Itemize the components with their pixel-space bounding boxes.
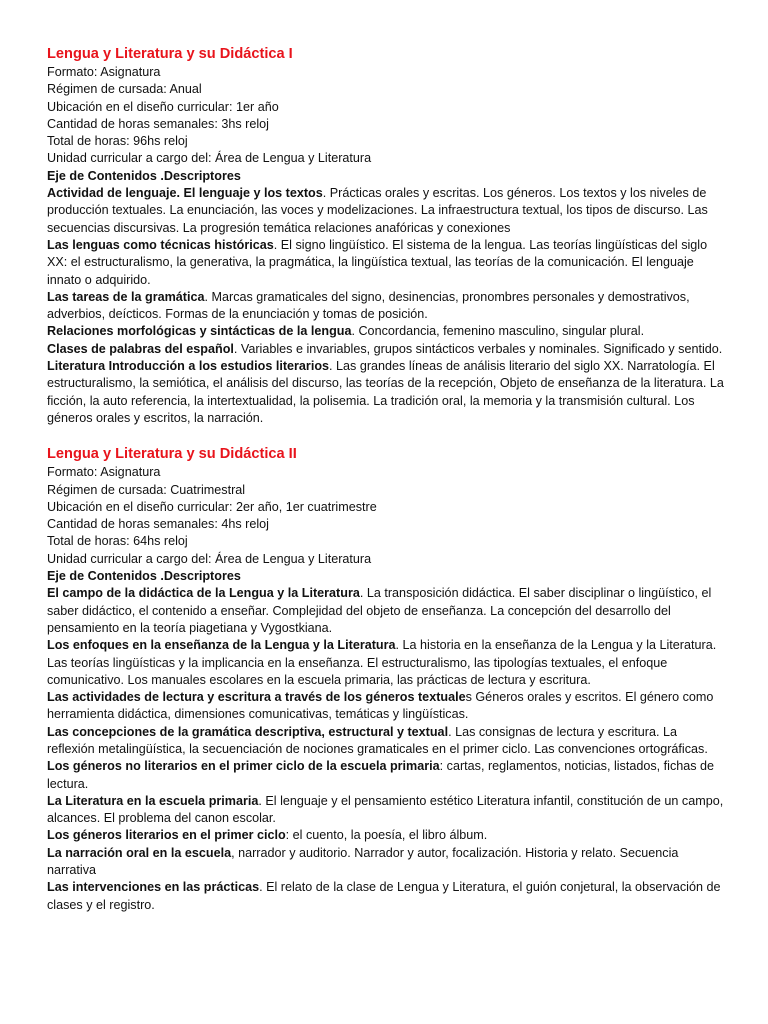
content-paragraph xyxy=(47,689,727,724)
paragraph-text: . El lenguaje y el pensamiento estético Literatura infantil, constitución de un campo, alcances. El problema del canon escolar. xyxy=(47,793,724,826)
meta-format: Formato: Asignatura xyxy=(47,65,161,79)
content-paragraph xyxy=(47,637,727,689)
paragraph-lead: La narración oral en la escuela xyxy=(47,845,232,860)
paragraph-lead: Las actividades de lectura y escritura a través de los géneros textuale xyxy=(47,690,466,705)
course-section-2 xyxy=(47,444,727,914)
paragraph-lead: Literatura Introducción a los estudios literarios xyxy=(47,359,330,374)
paragraph-lead: Los géneros no literarios en el primer ciclo de la escuela primaria xyxy=(47,759,440,774)
paragraph-lead: Los enfoques en la enseñanza de la Lengua y la Literatura xyxy=(47,638,396,653)
paragraph-text: , narrador y auditorio. Narrador y autor, focalización. Historia y relato. Secuencia narrativa xyxy=(47,845,679,878)
document-page xyxy=(47,44,727,914)
content-paragraph xyxy=(47,585,727,637)
meta-weekly-hours: Cantidad de horas semanales: 4hs reloj xyxy=(47,517,269,532)
content-paragraph xyxy=(47,827,727,844)
course-section-1 xyxy=(47,44,727,427)
content-paragraph xyxy=(47,845,727,880)
content-paragraph xyxy=(47,793,727,828)
paragraph-lead: Clases de palabras del español xyxy=(47,341,234,356)
paragraph-lead: La Literatura en la escuela primaria xyxy=(47,793,259,808)
paragraph-lead: Las concepciones de la gramática descriptiva, estructural y textual xyxy=(47,724,449,739)
paragraph-text: . El signo lingüístico. El sistema de la lengua. Las teorías lingüísticas del siglo XX: el estructuralismo, la generativa, la pragmática, la lingüística textual, las teorías de la comunicación. El lenguaje innato o adquirido. xyxy=(47,237,708,287)
paragraph-text: . Variables e invariables, grupos sintácticos verbales y nominales. Significado y sentido. xyxy=(233,341,723,356)
content-paragraph xyxy=(47,724,727,759)
paragraph-lead: Relaciones morfológicas y sintácticas de la lengua xyxy=(47,324,352,339)
content-paragraph xyxy=(47,185,727,237)
content-paragraph xyxy=(47,323,727,340)
paragraph-text: . Las consignas de lectura y escritura. La reflexión metalingüística, la secuenciación de nociones gramaticales en el primer ciclo. Las convenciones ortográficas. xyxy=(47,724,708,756)
meta-curricular-location: Ubicación en el diseño curricular: 2er año, 1er cuatrimestre xyxy=(47,499,377,514)
paragraph-text: . La transposición didáctica. El saber disciplinar o lingüístico, el saber didáctico, el contenido a enseñar. Complejidad del objeto de enseñanza. La concepción del desarrollo del pensamiento en la teoría piagetiana y Vygostkiana. xyxy=(47,586,712,635)
meta-curricular-location: Ubicación en el diseño curricular: 1er año xyxy=(47,99,279,114)
meta-regime: Régimen de cursada: Cuatrimestral xyxy=(47,482,246,497)
paragraph-text: . Marcas gramaticales del signo, desinencias, pronombres personales y demostrativos, adverbios, deícticos. Formas de la enunciación y tomas de posición. xyxy=(47,289,690,322)
content-paragraph xyxy=(47,879,727,914)
content-paragraph xyxy=(47,289,727,324)
axis-heading: Eje de Contenidos .Descriptores xyxy=(47,168,241,183)
paragraph-lead: Las tareas de la gramática xyxy=(47,289,205,304)
paragraph-text: : el cuento, la poesía, el libro álbum. xyxy=(285,828,488,843)
paragraph-lead: Actividad de lenguaje. El lenguaje y los textos xyxy=(47,186,323,201)
meta-format: Formato: Asignatura xyxy=(47,465,161,480)
axis-heading: Eje de Contenidos .Descriptores xyxy=(47,569,241,584)
course-title: Lengua y Literatura y su Didáctica I xyxy=(47,46,293,62)
paragraph-text: s Géneros orales y escritos. El género como herramienta didáctica, dimensiones comunicativas, temáticas y lingüísticas. xyxy=(47,690,714,722)
content-paragraph xyxy=(47,237,727,289)
meta-total-hours: Total de horas: 64hs reloj xyxy=(47,534,188,549)
paragraph-lead: Las intervenciones en las prácticas xyxy=(47,880,260,895)
paragraph-lead: Los géneros literarios en el primer ciclo xyxy=(47,828,286,843)
content-paragraph xyxy=(47,358,727,427)
content-paragraph xyxy=(47,341,727,358)
paragraph-text: . La historia en la enseñanza de la Lengua y la Literatura. Las teorías lingüísticas y la implicancia en la enseñanza. El estructuralismo, las tipologías textuales, el enfoque comunicativo. Los manuales escolares en la escuela primaria, las prácticas de lectura y escritura. xyxy=(47,638,717,687)
content-paragraph xyxy=(47,758,727,793)
meta-total-hours: Total de horas: 96hs reloj xyxy=(47,134,188,149)
paragraph-lead: El campo de la didáctica de la Lengua y la Literatura xyxy=(47,586,360,601)
paragraph-text: : cartas, reglamentos, noticias, listados, fichas de lectura. xyxy=(47,759,715,791)
meta-regime: Régimen de cursada: Anual xyxy=(47,82,202,97)
meta-weekly-hours: Cantidad de horas semanales: 3hs reloj xyxy=(47,116,269,131)
paragraph-text: . Prácticas orales y escritas. Los géneros. Los textos y los niveles de producción textuales. La enunciación, las voces y modelizaciones. La infraestructura textual, los tipos de discurso. Las secuencias discursivas. La progresión temática relaciones anafóricas y conexiones xyxy=(47,186,708,235)
meta-responsible-area: Unidad curricular a cargo del: Área de Lengua y Literatura xyxy=(47,151,372,166)
paragraph-text: . Concordancia, femenino masculino, singular plural. xyxy=(351,324,645,339)
meta-responsible-area: Unidad curricular a cargo del: Área de Lengua y Literatura xyxy=(47,551,372,566)
paragraph-text: . El relato de la clase de Lengua y Literatura, el guión conjetural, la observación de clases y el registro. xyxy=(47,880,721,912)
paragraph-text: . Las grandes líneas de análisis literario del siglo XX. Narratología. El estructuralismo, la semiótica, el análisis del discurso, las teorías de la recepción, Objeto de enseñanza de la literatura. La ficción, la auto referencia, la intertextualidad, la polisemia. La tradición oral, la memoria y la transmisión cultural. Los géneros orales y escritos, la narración. xyxy=(47,359,724,425)
course-title: Lengua y Literatura y su Didáctica II xyxy=(47,446,297,463)
paragraph-lead: Las lenguas como técnicas históricas xyxy=(47,237,274,252)
